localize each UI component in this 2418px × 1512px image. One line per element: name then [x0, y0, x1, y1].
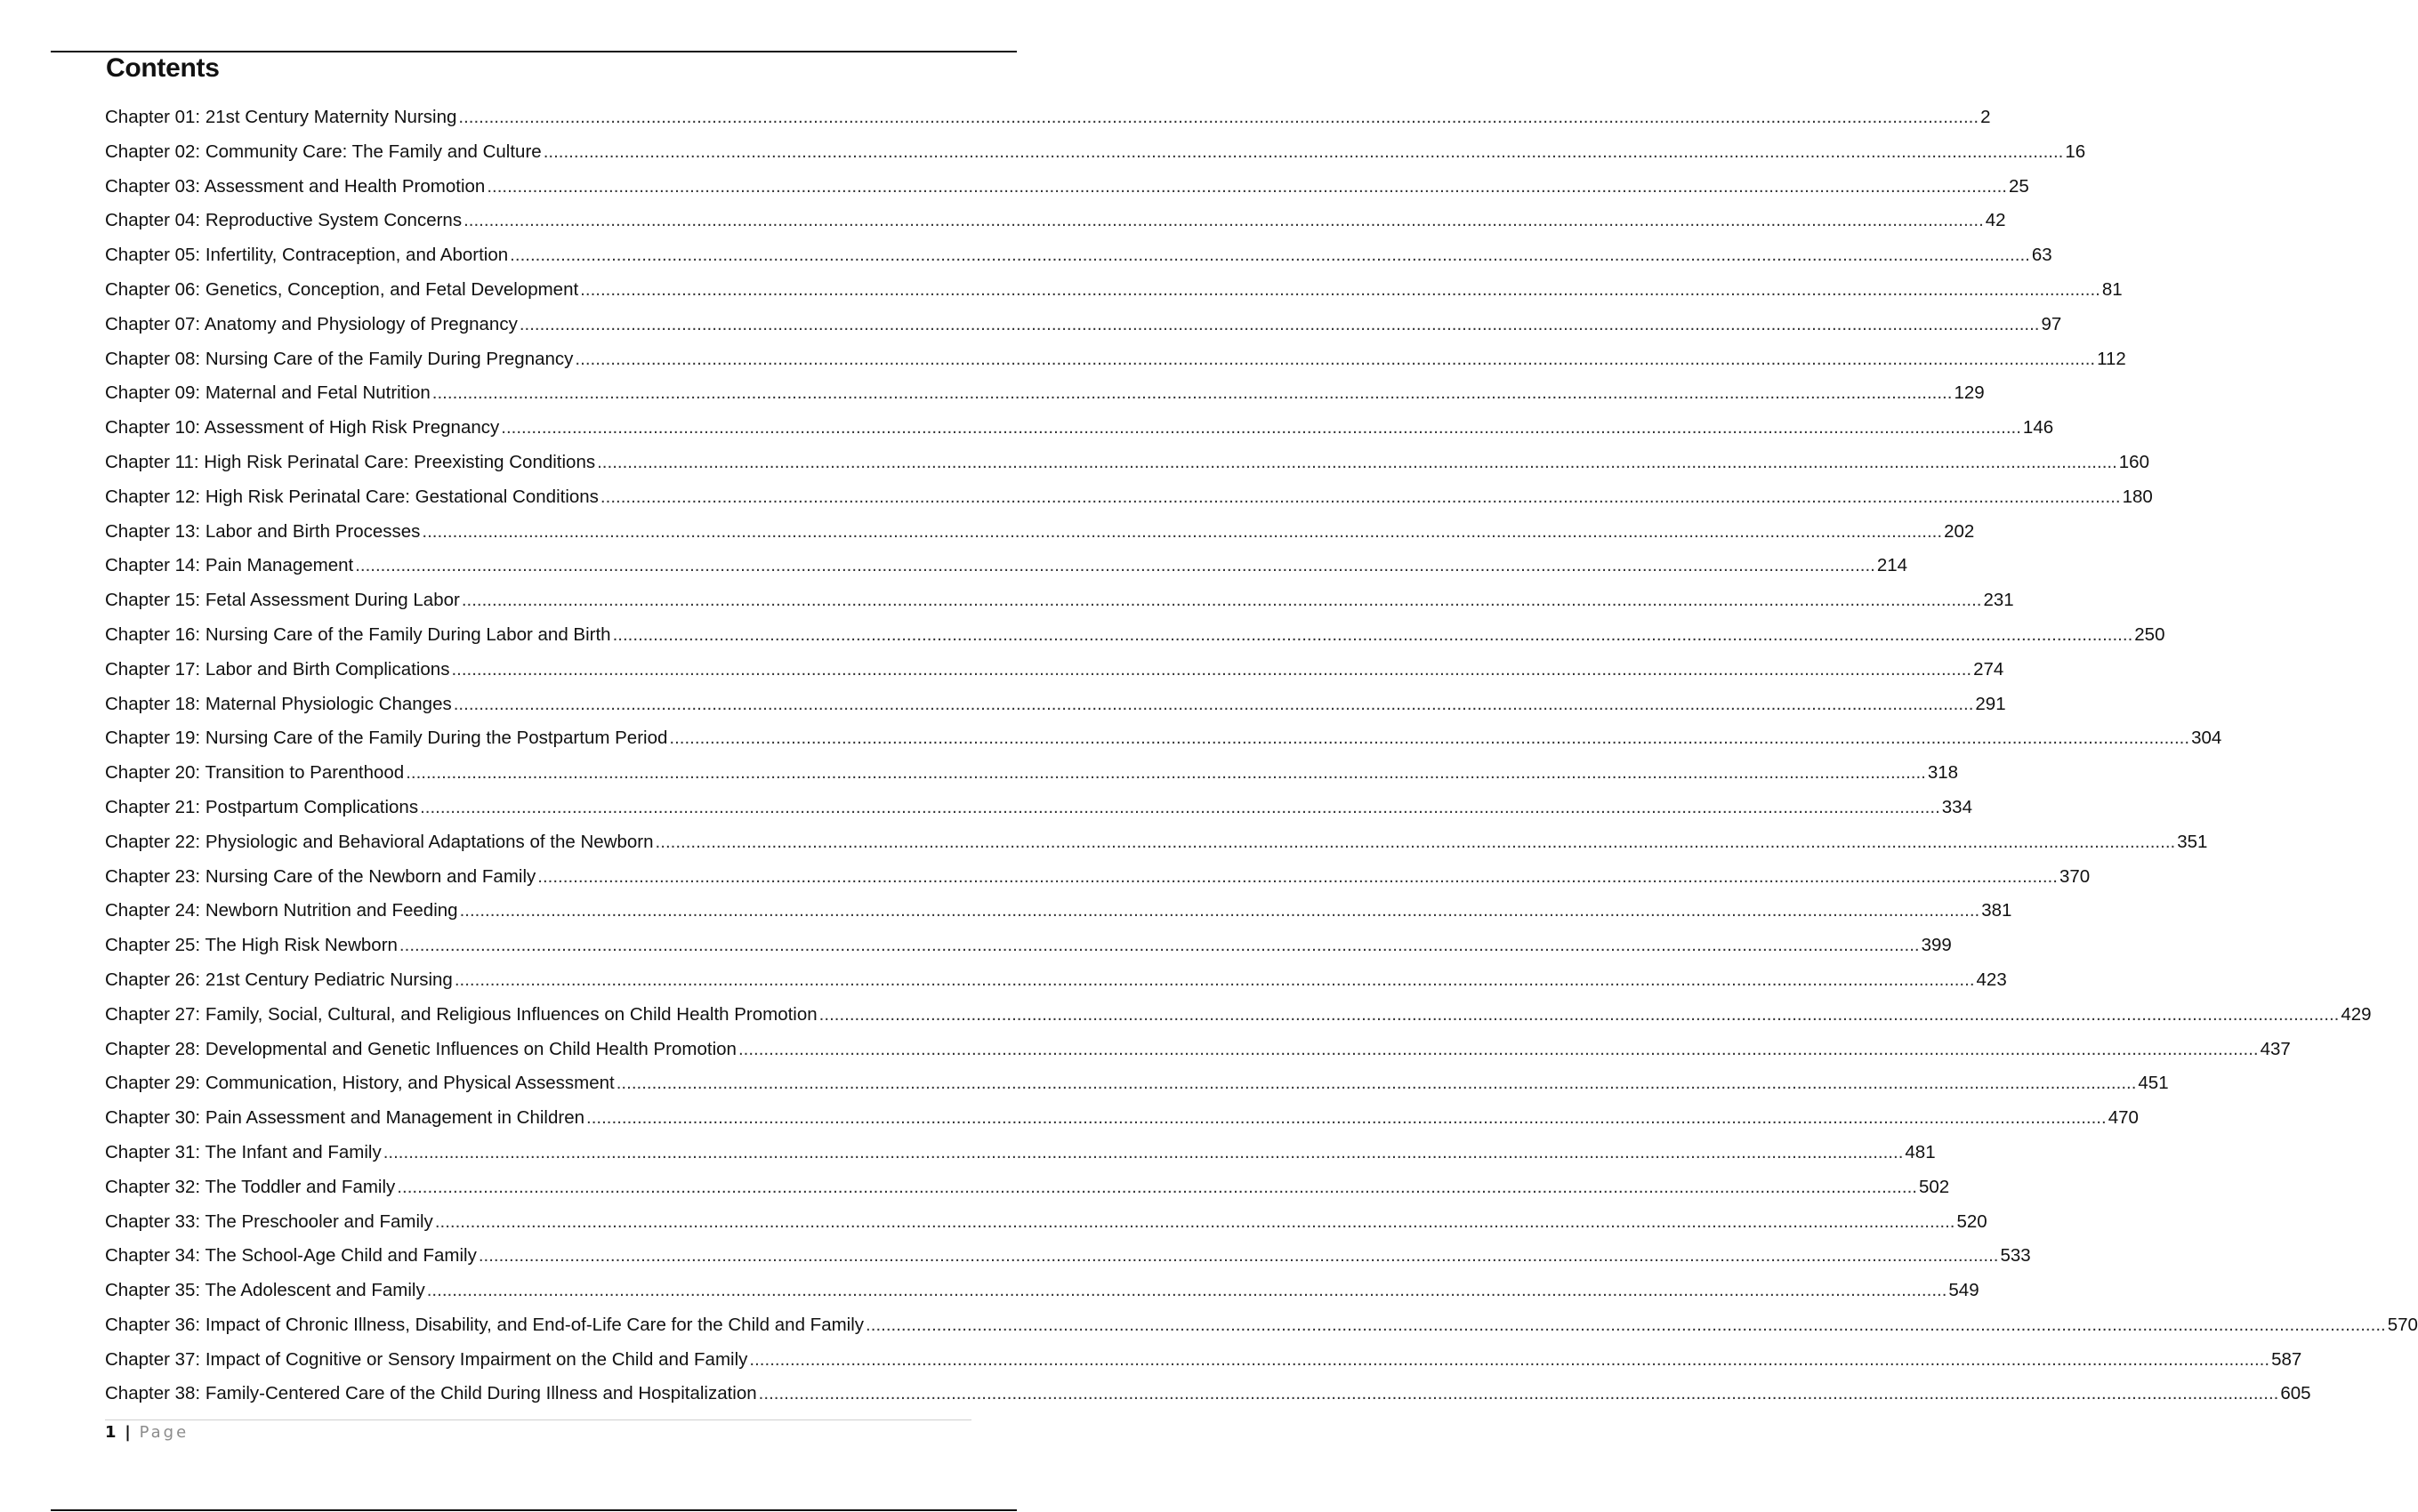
toc-entry[interactable]: [105, 1274, 1979, 1308]
toc-entry-title: Chapter 03: Assessment and Health Promotion: [105, 175, 486, 197]
toc-entry-title: Chapter 27: Family, Social, Cultural, and Religious Influences on Child Health Promotion: [105, 1003, 818, 1025]
toc-entry-page: 481: [1905, 1141, 1936, 1162]
toc-entry[interactable]: [105, 376, 1985, 411]
toc-entry[interactable]: [105, 998, 2372, 1033]
toc-entry[interactable]: [105, 1205, 1987, 1240]
toc-entry-page: 304: [2191, 728, 2222, 749]
toc-entry-page: 451: [2138, 1073, 2169, 1094]
toc-entry-page: 370: [2059, 865, 2091, 887]
toc-entry-title: Chapter 14: Pain Management: [105, 555, 354, 576]
toc-entry-page: 437: [2260, 1038, 2291, 1059]
toc-dot-leader: ............................................................................................................................................................................................................................................................................................................: [454, 969, 1975, 990]
toc-dot-leader: ............................................................................................................................................................................................................................................................................................................: [575, 348, 2096, 369]
toc-dot-leader: ............................................................................................................................................................................................................................................................................................................: [461, 590, 1982, 611]
toc-entry-page: 112: [2097, 348, 2126, 369]
toc-entry-page: 570: [2387, 1314, 2418, 1335]
toc-entry[interactable]: [105, 1066, 2169, 1101]
toc-entry-title: Chapter 22: Physiologic and Behavioral Adaptations of the Newborn: [105, 831, 654, 852]
toc-entry-title: Chapter 30: Pain Assessment and Management in Children: [105, 1107, 585, 1129]
toc-entry-title: Chapter 26: 21st Century Pediatric Nursing: [105, 969, 453, 990]
toc-entry-page: 202: [1944, 520, 1975, 542]
toc-entry-page: 231: [1983, 590, 2014, 611]
toc-dot-leader: ............................................................................................................................................................................................................................................................................................................: [453, 693, 1974, 714]
toc-dot-leader: ............................................................................................................................................................................................................................................................................................................: [426, 1280, 1947, 1301]
toc-entry-title: Chapter 11: High Risk Perinatal Care: Preexisting Conditions: [105, 451, 596, 472]
toc-dot-leader: ............................................................................................................................................................................................................................................................................................................: [434, 1210, 1955, 1232]
toc-entry-title: Chapter 17: Labor and Birth Complications: [105, 658, 450, 680]
toc-entry-title: Chapter 18: Maternal Physiologic Changes: [105, 693, 452, 714]
toc-entry-title: Chapter 28: Developmental and Genetic Influences on Child Health Promotion: [105, 1038, 737, 1059]
toc-dot-leader: ............................................................................................................................................................................................................................................................................................................: [406, 762, 1926, 784]
toc-entry-title: Chapter 36: Impact of Chronic Illness, Disability, and End-of-Life Care for the Child and Family: [105, 1314, 865, 1335]
toc-dot-leader: ............................................................................................................................................................................................................................................................................................................: [737, 1038, 2259, 1059]
toc-entry[interactable]: [105, 618, 2165, 653]
toc-entry[interactable]: [105, 583, 2014, 618]
toc-entry-title: Chapter 31: The Infant and Family: [105, 1141, 382, 1162]
toc-entry-title: Chapter 04: Reproductive System Concerns: [105, 210, 463, 231]
toc-entry-page: 605: [2280, 1383, 2311, 1404]
toc-entry-page: 423: [1976, 969, 2007, 990]
toc-entry-title: Chapter 37: Impact of Cognitive or Sensory Impairment on the Child and Family: [105, 1348, 748, 1370]
bottom-rule: [51, 1509, 1017, 1511]
toc-dot-leader: ............................................................................................................................................................................................................................................................................................................: [397, 1176, 1917, 1197]
toc-dot-leader: ............................................................................................................................................................................................................................................................................................................: [586, 1107, 2107, 1129]
toc-entry-title: Chapter 01: 21st Century Maternity Nursing: [105, 107, 457, 127]
toc-entry-page: 25: [2009, 175, 2029, 197]
toc-entry-title: Chapter 32: The Toddler and Family: [105, 1176, 396, 1197]
toc-dot-leader: ............................................................................................................................................................................................................................................................................................................: [459, 900, 1980, 921]
toc-entry-title: Chapter 29: Communication, History, and Physical Assessment: [105, 1073, 615, 1094]
toc-entry-page: 16: [2065, 141, 2086, 162]
footer-separator: |: [125, 1423, 131, 1442]
top-rule: [51, 51, 1017, 52]
toc-dot-leader: ............................................................................................................................................................................................................................................................................................................: [431, 382, 1953, 404]
toc-entry[interactable]: [105, 1343, 2302, 1378]
toc-dot-leader: ............................................................................................................................................................................................................................................................................................................: [612, 623, 2133, 645]
toc-entry-page: 334: [1941, 796, 1972, 817]
toc-dot-leader: ............................................................................................................................................................................................................................................................................................................: [580, 278, 2100, 300]
toc-dot-leader: ............................................................................................................................................................................................................................................................................................................: [758, 1383, 2279, 1404]
toc-entry-page: 250: [2134, 623, 2165, 645]
toc-entry-title: Chapter 24: Newborn Nutrition and Feeding: [105, 900, 458, 921]
toc-entry-page: 291: [1975, 693, 2006, 714]
toc-entry[interactable]: [105, 308, 2062, 342]
toc-dot-leader: ............................................................................................................................................................................................................................................................................................................: [422, 520, 1943, 542]
toc-entry-page: 351: [2177, 831, 2208, 852]
toc-entry[interactable]: [105, 342, 2126, 377]
toc-entry[interactable]: [105, 515, 1975, 550]
toc-entry-title: Chapter 05: Infertility, Contraception, and Abortion: [105, 245, 509, 266]
toc-entry-page: 533: [2000, 1245, 2031, 1267]
toc-dot-leader: ............................................................................................................................................................................................................................................................................................................: [537, 865, 2058, 887]
toc-entry-title: Chapter 13: Labor and Birth Processes: [105, 520, 421, 542]
toc-dot-leader: ............................................................................................................................................................................................................................................................................................................: [655, 831, 2176, 852]
toc-entry-page: 214: [1876, 555, 1908, 576]
page-footer: [105, 1423, 189, 1442]
toc-entry[interactable]: [105, 1101, 2139, 1136]
toc-entry-title: Chapter 16: Nursing Care of the Family During Labor and Birth: [105, 623, 611, 645]
toc-entry[interactable]: [105, 1308, 2418, 1343]
toc-entry-title: Chapter 19: Nursing Care of the Family During the Postpartum Period: [105, 728, 668, 749]
toc-entry-page: 470: [2108, 1107, 2139, 1129]
toc-entry[interactable]: [105, 963, 2007, 998]
toc-entry[interactable]: [105, 756, 1959, 791]
toc-entry-page: 274: [1973, 658, 2004, 680]
toc-entry[interactable]: [105, 204, 2006, 238]
toc-entry-title: Chapter 20: Transition to Parenthood: [105, 762, 405, 784]
toc-entry-page: 180: [2122, 486, 2153, 507]
toc-entry-page: 42: [1985, 210, 2006, 231]
toc-entry[interactable]: [105, 688, 2006, 722]
toc-entry[interactable]: [105, 825, 2208, 860]
toc-entry-page: 2: [1980, 107, 1991, 127]
toc-entry-title: Chapter 02: Community Care: The Family and Culture: [105, 141, 542, 162]
toc-entry[interactable]: [105, 1136, 1936, 1170]
toc-entry[interactable]: [105, 1033, 2291, 1067]
toc-entry-page: 318: [1927, 762, 1959, 784]
toc-entry[interactable]: [105, 653, 2004, 688]
toc-entry-page: 81: [2101, 278, 2123, 300]
toc-dot-leader: ............................................................................................................................................................................................................................................................................................................: [478, 1245, 1999, 1267]
toc-entry-title: Chapter 34: The School-Age Child and Family: [105, 1245, 477, 1267]
toc-entry-page: 399: [1921, 935, 1952, 956]
toc-entry-title: Chapter 21: Postpartum Complications: [105, 796, 419, 817]
toc-dot-leader: ............................................................................................................................................................................................................................................................................................................: [355, 555, 1875, 576]
toc-entry[interactable]: [105, 446, 2149, 480]
toc-dot-leader: ............................................................................................................................................................................................................................................................................................................: [818, 1003, 2340, 1025]
toc-entry[interactable]: [105, 894, 2012, 929]
toc-entry[interactable]: [105, 929, 1952, 963]
toc-dot-leader: ............................................................................................................................................................................................................................................................................................................: [543, 141, 2064, 162]
toc-dot-leader: ............................................................................................................................................................................................................................................................................................................: [383, 1141, 1904, 1162]
toc-entry[interactable]: [105, 860, 2091, 895]
toc-dot-leader: ............................................................................................................................................................................................................................................................................................................: [616, 1073, 2137, 1094]
toc-entry-page: 381: [1981, 900, 2012, 921]
toc-entry-page: 129: [1954, 382, 1985, 404]
toc-entry-title: Chapter 15: Fetal Assessment During Labor: [105, 590, 460, 611]
toc-entry[interactable]: [105, 721, 2222, 756]
toc-entry-page: 97: [2041, 313, 2062, 334]
toc-entry-page: 63: [2031, 245, 2052, 266]
toc-entry-title: Chapter 06: Genetics, Conception, and Fetal Development: [105, 278, 579, 300]
toc-dot-leader: ............................................................................................................................................................................................................................................................................................................: [399, 935, 1920, 956]
toc-entry-page: 587: [2271, 1348, 2302, 1370]
toc-entry[interactable]: [105, 411, 2054, 446]
toc-entry-page: 146: [2022, 417, 2054, 438]
toc-dot-leader: ............................................................................................................................................................................................................................................................................................................: [669, 728, 2190, 749]
toc-entry-page: 549: [1948, 1280, 1979, 1301]
toc-entry-page: 429: [2341, 1003, 2372, 1025]
toc-entry-title: Chapter 10: Assessment of High Risk Pregnancy: [105, 417, 500, 438]
toc-entry[interactable]: [105, 273, 2123, 308]
toc-entry[interactable]: [105, 101, 1991, 135]
toc-entry[interactable]: [105, 1170, 1950, 1205]
toc-dot-leader: ............................................................................................................................................................................................................................................................................................................: [463, 210, 1984, 231]
toc-entry[interactable]: [105, 480, 2153, 515]
toc-entry[interactable]: [105, 135, 2086, 170]
toc-entry-title: Chapter 08: Nursing Care of the Family During Pregnancy: [105, 348, 574, 369]
toc-entry-page: 520: [1956, 1210, 1987, 1232]
toc-dot-leader: ............................................................................................................................................................................................................................................................................................................: [597, 451, 2117, 472]
toc-dot-leader: ............................................................................................................................................................................................................................................................................................................: [749, 1348, 2270, 1370]
toc-entry[interactable]: [105, 238, 2052, 273]
toc-dot-leader: ............................................................................................................................................................................................................................................................................................................: [519, 313, 2040, 334]
footer-page-label: Page: [139, 1423, 189, 1442]
toc-entry-page: 160: [2118, 451, 2149, 472]
toc-heading: Contents: [106, 53, 220, 83]
toc-entry[interactable]: [105, 791, 1972, 825]
footer-page-number: 1: [105, 1423, 117, 1442]
toc-entry-title: Chapter 12: High Risk Perinatal Care: Gestational Conditions: [105, 486, 599, 507]
toc-dot-leader: ............................................................................................................................................................................................................................................................................................................: [487, 175, 2007, 197]
toc-entry-title: Chapter 09: Maternal and Fetal Nutrition: [105, 382, 431, 404]
toc-entry-page: 502: [1918, 1176, 1950, 1197]
toc-entry[interactable]: [105, 1377, 2311, 1411]
table-of-contents: [105, 101, 2418, 1411]
toc-entry-title: Chapter 33: The Preschooler and Family: [105, 1210, 433, 1232]
toc-entry-title: Chapter 38: Family-Centered Care of the Child During Illness and Hospitalization: [105, 1383, 757, 1404]
toc-entry[interactable]: [105, 549, 1908, 583]
toc-dot-leader: ............................................................................................................................................................................................................................................................................................................: [420, 796, 1940, 817]
toc-dot-leader: ............................................................................................................................................................................................................................................................................................................: [451, 658, 1972, 680]
toc-dot-leader: ............................................................................................................................................................................................................................................................................................................: [458, 107, 1979, 127]
toc-dot-leader: ............................................................................................................................................................................................................................................................................................................: [600, 486, 2121, 507]
toc-dot-leader: ............................................................................................................................................................................................................................................................................................................: [510, 245, 2030, 266]
toc-entry[interactable]: [105, 1239, 2031, 1274]
toc-entry-title: Chapter 25: The High Risk Newborn: [105, 935, 398, 956]
toc-entry-title: Chapter 23: Nursing Care of the Newborn and Family: [105, 865, 536, 887]
toc-entry-title: Chapter 35: The Adolescent and Family: [105, 1280, 425, 1301]
toc-dot-leader: ............................................................................................................................................................................................................................................................................................................: [501, 417, 2021, 438]
toc-dot-leader: ............................................................................................................................................................................................................................................................................................................: [866, 1314, 2386, 1335]
toc-entry-title: Chapter 07: Anatomy and Physiology of Pregnancy: [105, 313, 518, 334]
toc-entry[interactable]: [105, 170, 2029, 205]
